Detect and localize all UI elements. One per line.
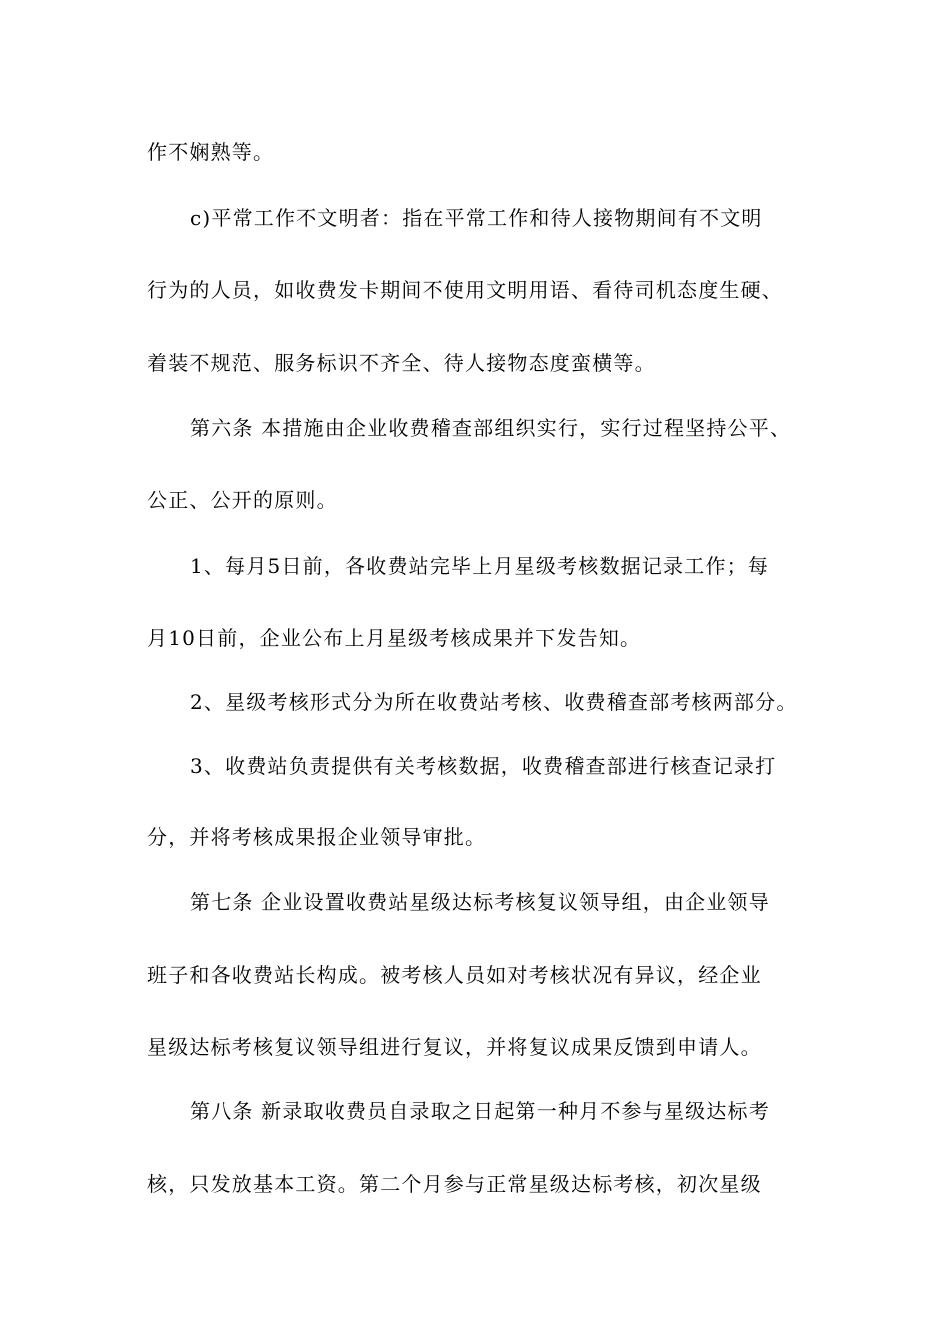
text-line: 行为的人员，如收费发卡期间不使用文明用语、看待司机态度生硬、 — [147, 278, 783, 302]
text-line: 1、每月5日前，各收费站完毕上月星级考核数据记录工作；每 — [190, 554, 770, 578]
text-line: 核，只发放基本工资。第二个月参与正常星级达标考核，初次星级 — [147, 1172, 762, 1196]
text-line: 星级达标考核复议领导组进行复议，并将复议成果反馈到申请人。 — [147, 1035, 762, 1059]
text-line: 着装不规范、服务标识不齐全、待人接物态度蛮横等。 — [147, 351, 656, 375]
text-line: 第七条 企业设置收费站星级达标考核复议领导组，由企业领导 — [190, 890, 770, 914]
text-line: 分，并将考核成果报企业领导审批。 — [147, 825, 487, 849]
text-line: 第六条 本措施由企业收费稽查部组织实行，实行过程坚持公平、 — [190, 416, 792, 440]
text-line: 班子和各收费站长构成。被考核人员如对考核状况有异议，经企业 — [147, 963, 762, 987]
text-line: 3、收费站负责提供有关考核数据，收费稽查部进行核查记录打 — [190, 754, 777, 778]
text-line: 2、星级考核形式分为所在收费站考核、收费稽查部考核两部分。 — [190, 690, 798, 714]
text-line: c)平常工作不文明者：指在平常工作和待人接物期间有不文明 — [190, 206, 763, 230]
text-line: 月10日前，企业公布上月星级考核成果并下发告知。 — [147, 626, 642, 650]
text-line: 第八条 新录取收费员自录取之日起第一种月不参与星级达标考 — [190, 1099, 770, 1123]
text-line: 作不娴熟等。 — [147, 140, 275, 164]
text-line: 公正、公开的原则。 — [147, 488, 338, 512]
